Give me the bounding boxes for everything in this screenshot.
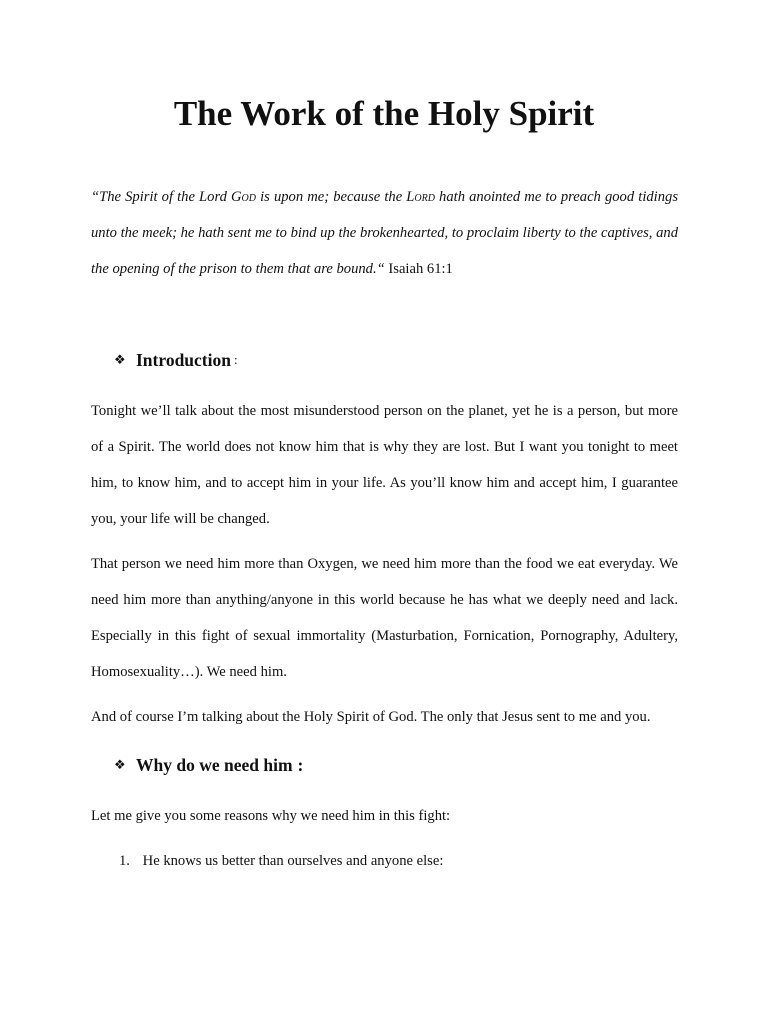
paragraph-reasons: Let me give you some reasons why we need him in this fight:	[91, 808, 451, 824]
epigraph-quote	[91, 179, 678, 287]
document-title: The Work of the Holy Spirit	[173, 94, 595, 133]
epigraph-god: God	[231, 189, 256, 205]
list-item-text: He knows us better than ourselves and anyone else:	[142, 853, 444, 869]
introduction-heading	[114, 348, 238, 372]
introduction-heading-label: Introduction	[136, 350, 231, 370]
epigraph-text-2: is upon me; because the	[256, 189, 407, 205]
why-heading-colon: :	[297, 755, 304, 775]
paragraph-holy-spirit: And of course I’m talking about the Holy Spirit of God. The only that Jesus sent to me and you.	[91, 709, 651, 725]
epigraph-lord: Lord	[406, 189, 435, 205]
epigraph-text-1: “The Spirit of the Lord	[91, 189, 232, 205]
introduction-heading-colon: :	[233, 352, 238, 367]
list-item-number: 1.	[119, 853, 130, 869]
why-heading	[114, 753, 303, 777]
list-item	[119, 843, 443, 879]
epigraph-reference: Isaiah 61:1	[384, 261, 453, 277]
why-heading-label: Why do we need him	[136, 755, 293, 775]
epigraph-text-3: hath anointed me to preach good tidings unto the meek; he hath sent me to bind up the brokenhearted, to proclaim liberty to the captives, and the opening of the prison to them that are bound.“	[91, 189, 678, 277]
paragraph-need: That person we need him more than Oxygen, we need him more than the food we eat everyday. We need him more than anything/anyone in this world because he has what we deeply need and lack. Especially in this fight of sexual immortality (Masturbation, Fornication, Pornography, Adultery, Homosexuality…). We need him.	[91, 556, 678, 680]
diamond-bullet-icon: ❖	[114, 757, 126, 772]
diamond-bullet-icon: ❖	[114, 352, 126, 367]
paragraph-intro: Tonight we’ll talk about the most misunderstood person on the planet, yet he is a person, but more of a Spirit. The world does not know him that is why they are lost. But I want you tonight to meet him, to know him, and to accept him in your life. As you’ll know him and accept him, I guarantee you, your life will be changed.	[91, 403, 678, 527]
